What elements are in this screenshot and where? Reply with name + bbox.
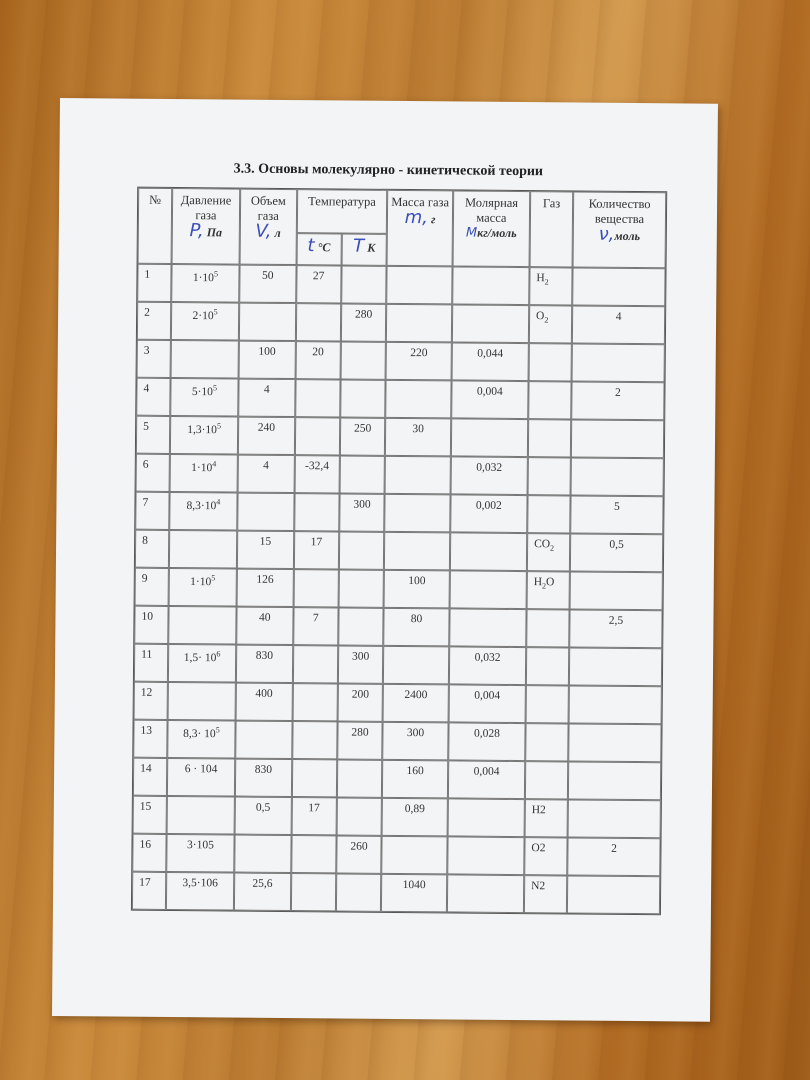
cell-mass (386, 304, 452, 343)
cell-amount: 4 (572, 305, 665, 344)
cell-volume (234, 835, 291, 873)
hand-mass: m, (404, 207, 428, 229)
cell-volume: 50 (239, 265, 296, 303)
table-row (132, 872, 660, 915)
cell-num: 7 (135, 492, 169, 530)
cell-pressure: 6 · 104 (167, 758, 235, 797)
cell-temp-k (337, 759, 383, 797)
table-row (136, 454, 664, 497)
cell-amount: 2,5 (569, 609, 662, 648)
cell-gas (526, 609, 569, 647)
hand-amount: ν, (598, 223, 615, 245)
hand-t: t (307, 235, 315, 257)
cell-gas (528, 381, 571, 419)
cell-gas (525, 761, 568, 799)
cell-molar: 0,032 (449, 646, 526, 685)
cell-volume: 40 (236, 607, 293, 645)
cell-temp-k (338, 569, 384, 607)
cell-molar (452, 266, 529, 305)
cell-mass (381, 836, 447, 875)
cell-num: 11 (134, 644, 168, 682)
cell-amount (570, 571, 663, 610)
cell-volume (239, 303, 296, 341)
cell-mass: 1040 (381, 874, 447, 913)
table-row (135, 492, 663, 535)
header-amount-label: Количество вещества (588, 196, 651, 227)
cell-molar: 0,028 (448, 722, 525, 761)
cell-temp-k: 250 (340, 417, 386, 455)
cell-mass (385, 456, 451, 495)
cell-gas (527, 495, 570, 533)
cell-amount (569, 647, 662, 686)
header-mass (387, 190, 453, 267)
cell-gas (525, 723, 568, 761)
hand-T: T (353, 235, 365, 257)
cell-temp-c (292, 683, 338, 721)
cell-gas: N2 (524, 875, 567, 913)
cell-amount: 2 (567, 837, 660, 876)
table-row (136, 378, 664, 421)
cell-molar (447, 836, 524, 875)
table-row (134, 606, 662, 649)
cell-molar: 0,044 (451, 342, 528, 381)
cell-pressure: $1\cdot 10^5$ (169, 568, 237, 607)
cell-pressure: 3,5·106 (166, 872, 234, 911)
cell-num: 9 (135, 568, 169, 606)
header-t (296, 233, 342, 265)
cell-gas (528, 419, 571, 457)
cell-gas: $H_2$ (529, 267, 572, 305)
cell-temp-c (292, 645, 338, 683)
cell-mass (384, 532, 450, 571)
cell-num: 15 (133, 796, 167, 834)
header-molar (452, 190, 530, 267)
table-row (133, 796, 661, 839)
cell-molar: 0,004 (448, 760, 525, 799)
header-pressure-label: Давление газа (180, 193, 232, 223)
cell-pressure: $1,3\cdot 10^5$ (170, 416, 238, 455)
cell-amount: 5 (570, 495, 663, 534)
cell-temp-k (336, 797, 382, 835)
cell-pressure: $1\cdot 10^5$ (171, 264, 239, 303)
cell-pressure (167, 796, 235, 835)
cell-pressure (169, 530, 237, 569)
cell-pressure: $8,3\cdot 10^4$ (169, 492, 237, 531)
table-row (137, 302, 665, 345)
cell-volume (237, 493, 294, 531)
cell-molar (447, 798, 524, 837)
cell-temp-c (294, 417, 340, 455)
unit-molar: кг/моль (477, 225, 517, 240)
hand-pressure: P, (189, 220, 204, 242)
table-row (134, 682, 662, 725)
cell-num: 12 (134, 682, 168, 720)
cell-mass: 80 (383, 608, 449, 647)
cell-pressure: $2\cdot 10^5$ (171, 302, 239, 341)
cell-temp-k (341, 265, 387, 303)
unit-amount: моль (614, 228, 641, 244)
cell-temp-c: 27 (296, 265, 342, 303)
cell-molar: 0,032 (450, 456, 527, 495)
cell-gas (526, 685, 569, 723)
cell-num: 6 (136, 454, 170, 492)
cell-volume: 0,5 (235, 797, 292, 835)
cell-temp-c: 7 (293, 607, 339, 645)
cell-molar: 0,004 (451, 380, 528, 419)
unit-mass: г (430, 212, 436, 227)
table-row (132, 834, 660, 877)
cell-temp-c (292, 759, 338, 797)
header-T (341, 233, 387, 265)
table-row (137, 340, 665, 383)
cell-mass: 160 (382, 760, 448, 799)
table-row (136, 416, 664, 459)
cell-mass (384, 494, 450, 533)
header-num: № (138, 188, 173, 264)
header-molar-label: Молярная масса (464, 195, 519, 225)
cell-pressure: $1,5\cdot 10^6$ (168, 644, 236, 683)
cell-volume: 126 (237, 569, 294, 607)
table-row (134, 644, 662, 687)
cell-mass (383, 646, 449, 685)
header-volume-label: Объем газа (250, 193, 286, 223)
unit-t: °C (317, 240, 331, 255)
cell-gas: $H_2O$ (527, 571, 570, 609)
cell-temp-c: -32,4 (294, 455, 340, 493)
cell-temp-k: 200 (337, 683, 383, 721)
cell-pressure: $5\cdot 10^5$ (170, 378, 238, 417)
cell-gas: $O_2$ (529, 305, 572, 343)
cell-pressure: $8,3\cdot 10^5$ (167, 720, 235, 759)
cell-temp-c (291, 873, 337, 911)
cell-temp-c (293, 569, 339, 607)
table-row (135, 530, 663, 573)
cell-temp-k: 300 (339, 493, 385, 531)
cell-amount (568, 723, 661, 762)
cell-temp-c: 20 (295, 341, 341, 379)
cell-volume: 15 (237, 531, 294, 569)
cell-num: 1 (137, 264, 171, 302)
cell-pressure (168, 606, 236, 645)
cell-mass: 300 (382, 722, 448, 761)
cell-temp-k: 260 (336, 835, 382, 873)
cell-molar: 0,004 (448, 684, 525, 723)
cell-amount (572, 267, 665, 306)
cell-molar (449, 570, 526, 609)
cell-num: 4 (136, 378, 170, 416)
cell-molar: 0,002 (450, 494, 527, 533)
cell-gas: $CO_2$ (527, 533, 570, 571)
cell-num: 13 (133, 720, 167, 758)
cell-volume (235, 721, 292, 759)
table-row (135, 568, 663, 611)
cell-molar (450, 532, 527, 571)
cell-temp-k (339, 455, 385, 493)
cell-temp-k (340, 341, 386, 379)
header-volume (240, 189, 297, 265)
table-row (133, 720, 661, 763)
header-mass-label: Масса газа (391, 194, 450, 210)
cell-amount (567, 875, 660, 914)
cell-temp-k (336, 873, 382, 911)
cell-gas: H2 (525, 799, 568, 837)
cell-temp-k (339, 531, 385, 569)
cell-num: 14 (133, 758, 167, 796)
cell-num: 3 (137, 340, 171, 378)
cell-temp-c (292, 721, 338, 759)
cell-volume: 25,6 (234, 873, 291, 911)
cell-molar (447, 874, 524, 913)
cell-temp-c (294, 493, 340, 531)
cell-volume: 4 (238, 379, 295, 417)
cell-pressure: 3·105 (166, 834, 234, 873)
paper-sheet (52, 98, 718, 1022)
header-temperature: Температура (296, 189, 387, 234)
cell-temp-c (291, 835, 337, 873)
table-row (137, 264, 665, 307)
unit-volume: л (274, 225, 281, 240)
cell-temp-c: 17 (293, 531, 339, 569)
cell-num: 5 (136, 416, 170, 454)
cell-pressure (171, 340, 239, 379)
cell-num: 2 (137, 302, 171, 340)
cell-num: 8 (135, 530, 169, 568)
cell-amount (572, 343, 665, 382)
cell-mass (386, 266, 452, 305)
cell-amount: 0,5 (570, 533, 663, 572)
cell-gas (526, 647, 569, 685)
cell-temp-k (340, 379, 386, 417)
cell-temp-c (295, 379, 341, 417)
cell-volume: 400 (236, 683, 293, 721)
unit-pressure: Па (206, 225, 223, 240)
header-amount (573, 191, 667, 268)
cell-molar (449, 608, 526, 647)
table-body (132, 264, 666, 915)
table-row (133, 758, 661, 801)
cell-num: 10 (134, 606, 168, 644)
cell-gas (528, 457, 571, 495)
cell-mass: 220 (386, 342, 452, 381)
cell-gas: O2 (524, 837, 567, 875)
cell-volume: 4 (238, 455, 295, 493)
cell-amount (568, 799, 661, 838)
cell-mass: 0,89 (382, 798, 448, 837)
cell-temp-k: 300 (338, 645, 384, 683)
cell-temp-c (295, 303, 341, 341)
cell-gas (529, 343, 572, 381)
cell-mass (385, 380, 451, 419)
cell-temp-k: 280 (337, 721, 383, 759)
unit-T: K (367, 240, 376, 255)
cell-volume: 240 (238, 417, 295, 455)
cell-volume: 830 (236, 645, 293, 683)
cell-volume: 830 (235, 759, 292, 797)
cell-temp-k (338, 607, 384, 645)
cell-pressure (168, 682, 236, 721)
hand-volume: V, (255, 220, 272, 242)
cell-num: 17 (132, 872, 166, 910)
cell-temp-c: 17 (291, 797, 337, 835)
header-pressure (172, 188, 241, 265)
cell-mass: 100 (384, 570, 450, 609)
gas-table (131, 187, 667, 916)
cell-molar (451, 418, 528, 457)
cell-pressure: $1\cdot 10^4$ (170, 454, 238, 493)
cell-amount (568, 761, 661, 800)
cell-volume: 100 (239, 341, 296, 379)
cell-amount (571, 457, 664, 496)
cell-amount: 2 (571, 381, 664, 420)
cell-mass: 2400 (383, 684, 449, 723)
hand-molar: M (465, 225, 478, 241)
cell-amount (569, 685, 662, 724)
cell-mass: 30 (385, 418, 451, 457)
header-gas: Газ (530, 191, 574, 267)
page-title: 3.3. Основы молекулярно - кинетической теории (233, 161, 544, 180)
cell-num: 16 (132, 834, 166, 872)
cell-molar (452, 304, 529, 343)
cell-temp-k: 280 (341, 303, 387, 341)
cell-amount (571, 419, 664, 458)
